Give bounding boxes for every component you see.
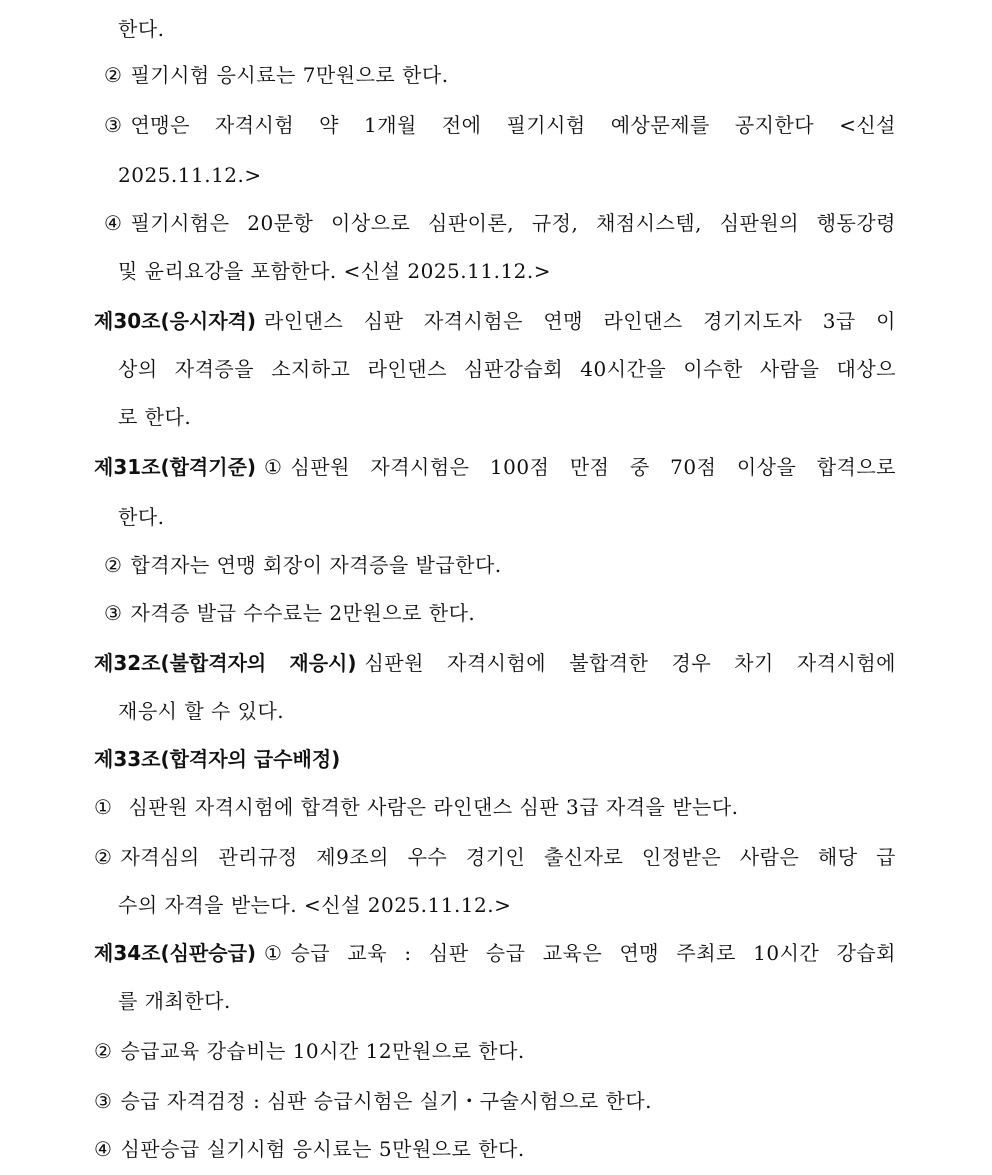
item-text: 자격심의 관리규정 제9조의 우수 경기인 출신자로 인정받은 사람은 해당 급	[120, 845, 896, 869]
article-title: 제33조(합격자의 급수배정)	[94, 747, 341, 771]
item-number: ③	[104, 601, 123, 625]
item-number: ②	[104, 63, 123, 87]
list-item	[104, 110, 896, 140]
article-32	[94, 648, 896, 678]
article-title: 제34조(심판승급)	[94, 941, 257, 965]
line-text: 로 한다.	[118, 405, 192, 429]
item-number: ③	[104, 113, 123, 137]
item-text: 심판승급 실기시험 응시료는 5만원으로 한다.	[120, 1137, 525, 1161]
article-34	[94, 938, 896, 968]
item-number: ①	[264, 455, 283, 479]
item-number: ②	[104, 553, 123, 577]
list-item	[94, 1036, 525, 1066]
line-text: 한다.	[118, 505, 165, 529]
article-text: 심판원 자격시험에 불합격한 경우 차기 자격시험에	[364, 651, 896, 675]
item-text: 필기시험 응시료는 7만원으로 한다.	[130, 63, 449, 87]
line-text: 2025.11.12.>	[118, 163, 262, 187]
item-number: ④	[104, 211, 123, 235]
article-text: 라인댄스 심판 자격시험은 연맹 라인댄스 경기지도자 3급 이	[264, 309, 896, 333]
text-line	[118, 696, 284, 726]
item-text: 자격증 발급 수수료는 2만원으로 한다.	[130, 601, 476, 625]
text-line	[118, 14, 165, 44]
line-text: 및 윤리요강을 포함한다. <신설 2025.11.12.>	[118, 259, 552, 283]
item-text: 심판원 자격시험은 100점 만점 중 70점 이상을 합격으로	[290, 455, 896, 479]
text-line	[118, 986, 231, 1016]
list-item	[104, 598, 475, 628]
text-line	[118, 354, 896, 384]
text-line	[118, 256, 551, 286]
item-text: 승급 자격검정 : 심판 승급시험은 실기・구술시험으로 한다.	[120, 1089, 653, 1113]
article-title: 제30조(응시자격)	[94, 309, 257, 333]
item-number: ③	[94, 1089, 113, 1113]
item-text: 심판원 자격시험에 합격한 사람은 라인댄스 심판 3급 자격을 받는다.	[128, 795, 739, 819]
article-title: 제31조(합격기준)	[94, 455, 257, 479]
item-text: 합격자는 연맹 회장이 자격증을 발급한다.	[130, 553, 502, 577]
item-number: ④	[94, 1137, 113, 1161]
item-text: 필기시험은 20문항 이상으로 심판이론, 규정, 채점시스템, 심판원의 행동강령	[130, 211, 896, 235]
list-item	[94, 842, 896, 872]
item-number: ②	[94, 1039, 113, 1063]
item-number: ②	[94, 845, 113, 869]
line-text: 를 개최한다.	[118, 989, 231, 1013]
item-number: ①	[264, 941, 283, 965]
line-text: 한다.	[118, 17, 165, 41]
article-33	[94, 744, 348, 774]
line-text: 수의 자격을 받는다. <신설 2025.11.12.>	[118, 893, 512, 917]
line-text: 상의 자격증을 소지하고 라인댄스 심판강습회 40시간을 이수한 사람을 대상으	[118, 357, 896, 381]
text-line	[118, 502, 165, 532]
text-line	[118, 890, 511, 920]
article-30	[94, 306, 896, 336]
list-item	[104, 550, 502, 580]
list-item	[104, 60, 449, 90]
text-line	[118, 160, 262, 190]
item-text: 승급 교육 : 심판 승급 교육은 연맹 주최로 10시간 강습회	[290, 941, 896, 965]
list-item	[94, 1086, 652, 1116]
list-item	[104, 208, 896, 238]
list-item	[94, 792, 739, 822]
article-31	[94, 452, 896, 482]
item-number: ①	[94, 795, 113, 819]
item-text: 연맹은 자격시험 약 1개월 전에 필기시험 예상문제를 공지한다 <신설	[130, 113, 896, 137]
line-text: 재응시 할 수 있다.	[118, 699, 285, 723]
item-text: 승급교육 강습비는 10시간 12만원으로 한다.	[120, 1039, 525, 1063]
list-item	[94, 1134, 525, 1164]
text-line	[118, 402, 191, 432]
article-title: 제32조(불합격자의 재응시)	[94, 651, 357, 675]
